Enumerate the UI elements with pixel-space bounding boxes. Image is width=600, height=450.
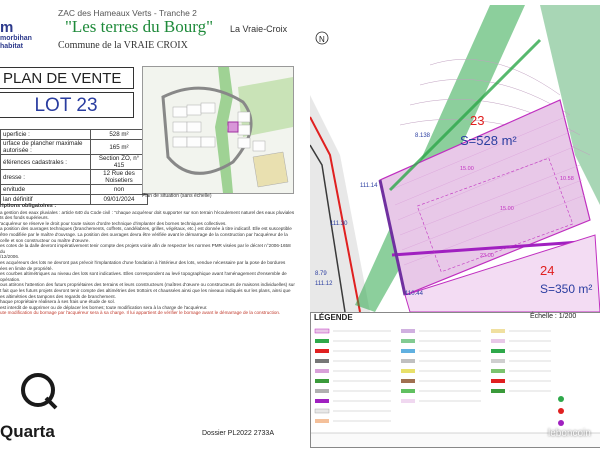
info-value: 09/01/2024 <box>91 195 148 205</box>
note-line: haque propriétaire réalisera à ses frais une étude de sol. <box>0 299 115 305</box>
info-row <box>1 155 148 170</box>
cadastral-map <box>310 5 600 312</box>
lot-24-area: S=350 m² <box>540 282 593 296</box>
note-line: es acquéreurs des lots ne devront pas prévoir l'implantation d'une fondation à l'intérieur des lots, vendue nécessaire par la pose de bordures <box>0 259 286 265</box>
altitude-3: 111.12 <box>315 281 333 287</box>
info-value: 12 Rue des Noisetiers <box>91 170 148 185</box>
plan-map-panel <box>300 0 600 450</box>
plan-de-vente-label: PLAN DE VENTE <box>0 67 134 89</box>
note-line: ous attirons l'attention des futurs propriétaires des terrains et leurs constructeurs (maîtres d'œuvre ou constructeurs de maisons individuelles) sur <box>0 282 295 288</box>
note-line: opération. <box>0 276 21 282</box>
note-line: ées en limite de propriété. <box>0 265 53 271</box>
info-value: 165 m² <box>91 140 148 155</box>
info-row <box>1 130 148 140</box>
legend-swatches <box>311 313 600 447</box>
note-line: a position des ouvrages techniques (branchements, coffrets, candélabres, grilles, végétaux, etc.) est donnée à titre indicatif. Elle est susceptible <box>0 226 292 232</box>
legend-title: LÉGENDE <box>314 313 353 322</box>
altitude-1: 111.14 <box>360 183 378 189</box>
lot-24-number: 24 <box>540 263 555 278</box>
info-row <box>1 185 148 195</box>
notes-heading: riptions obligatoires : <box>0 203 57 209</box>
note-line: être modifiée par le maître d'ouvrage. La position des ouvrages devra être vérifiée avant le démarrage de la construction par l'acquéreur de la <box>0 231 288 237</box>
info-label: uperficie : <box>1 130 91 140</box>
vraie-croix-text: La Vraie-Croix <box>230 24 288 34</box>
note-line: es cotes de la dalle devront impérativement tenir compte des projets voirie afin de respecter les normes PMR visées par le décret n°2006-1658 du <box>0 243 291 254</box>
lot-23-number: 23 <box>470 113 485 128</box>
notes-red-line: ute modification du bornage par l'acquéreur sera à sa charge. Il lui appartient de vérifier le bornage avant le démarrage de la construction. <box>0 310 281 316</box>
info-label: urface de plancher maximale autorisée : <box>1 140 91 155</box>
note-line: /12/2006. <box>0 254 20 260</box>
dossier-number: Dossier PL2022 2733A <box>202 430 274 437</box>
logo-line-1: morbihan <box>0 35 32 42</box>
company-name: Quarta <box>0 422 55 441</box>
north-arrow-label: N <box>319 35 325 44</box>
logo-mark: m <box>0 19 14 36</box>
zac-subtitle: ZAC des Hameaux Verts - Tranche 2 <box>58 8 197 18</box>
note-line: es courbes altimétriques au niveau des lots sont indicatives. Elles correspondent au levé topographique avant l'aménagement d'ensemble de <box>0 271 287 277</box>
note-line: es altimétries des tampons des regards de branchement. <box>0 293 116 299</box>
info-value: non <box>91 185 148 195</box>
altitude-6: 8.79 <box>315 271 327 277</box>
note-line: t fait que les futurs projets devront tenir compte des altimétries des trottoirs et chaussées ainsi que les niveaux indiqués sur les plans, ainsi que <box>0 287 291 293</box>
altitude-4: 110.44 <box>405 291 423 297</box>
info-label: lan définitif <box>1 195 91 205</box>
notes-lines <box>0 210 296 311</box>
site-plan-map <box>142 66 294 194</box>
quarta-logo-icon <box>16 368 60 412</box>
dim-4: 10.58 <box>560 176 574 182</box>
altitude-5: 8.138 <box>415 133 431 139</box>
lot-23-area: S=528 m² <box>460 133 517 148</box>
info-value: 528 m² <box>91 130 148 140</box>
info-label: dresse : <box>1 170 91 185</box>
info-label: éférences cadastrales : <box>1 155 91 170</box>
commune-label: Commune de la VRAIE CROIX <box>58 40 188 51</box>
site-plan-svg <box>143 67 293 193</box>
scale-label: Échelle : 1/200 <box>530 313 577 320</box>
note-line: 'acquéreur se réserve le droit pour toute raison d'ordre technique d'implanter des bornes techniques collectives. <box>0 220 227 226</box>
info-label: ervitude <box>1 185 91 195</box>
mandatory-notes <box>0 204 296 316</box>
dim-2: 15.00 <box>500 206 514 212</box>
info-row <box>1 140 148 155</box>
vraie-croix-logo <box>230 24 287 34</box>
note-line: est interdit de supprimer ou de déplacer les bornes; toute modification sera à la charge de l'acquéreur. <box>0 304 208 310</box>
altitude-2: 111.30 <box>330 221 348 227</box>
morbihan-habitat-logo <box>0 20 44 51</box>
dim-1: 15.00 <box>460 166 474 172</box>
logo-line-2: habitat <box>0 43 23 50</box>
note-line: a gestion des eaux pluviales : article 640 du Code civil : "chaque acquéreur doit supporter sur son terrain l'écoulement naturel des eaux pluviales <box>0 209 295 215</box>
note-line: celle et son constructeur ou maître d'œuvre. <box>0 237 90 243</box>
site-plan-caption: Plan de situation (sans échelle) <box>142 193 212 199</box>
lot-label: LOT 23 <box>0 92 134 118</box>
lot-info-table <box>0 129 148 205</box>
info-value: Section ZO, n° 415 <box>91 155 148 170</box>
project-title: "Les terres du Bourg" <box>64 17 214 36</box>
watermark: leboncoin <box>548 428 591 439</box>
note-line: ts des fonds supérieurs. <box>0 215 49 221</box>
dim-3: 23.00 <box>480 253 494 259</box>
info-row <box>1 170 148 185</box>
